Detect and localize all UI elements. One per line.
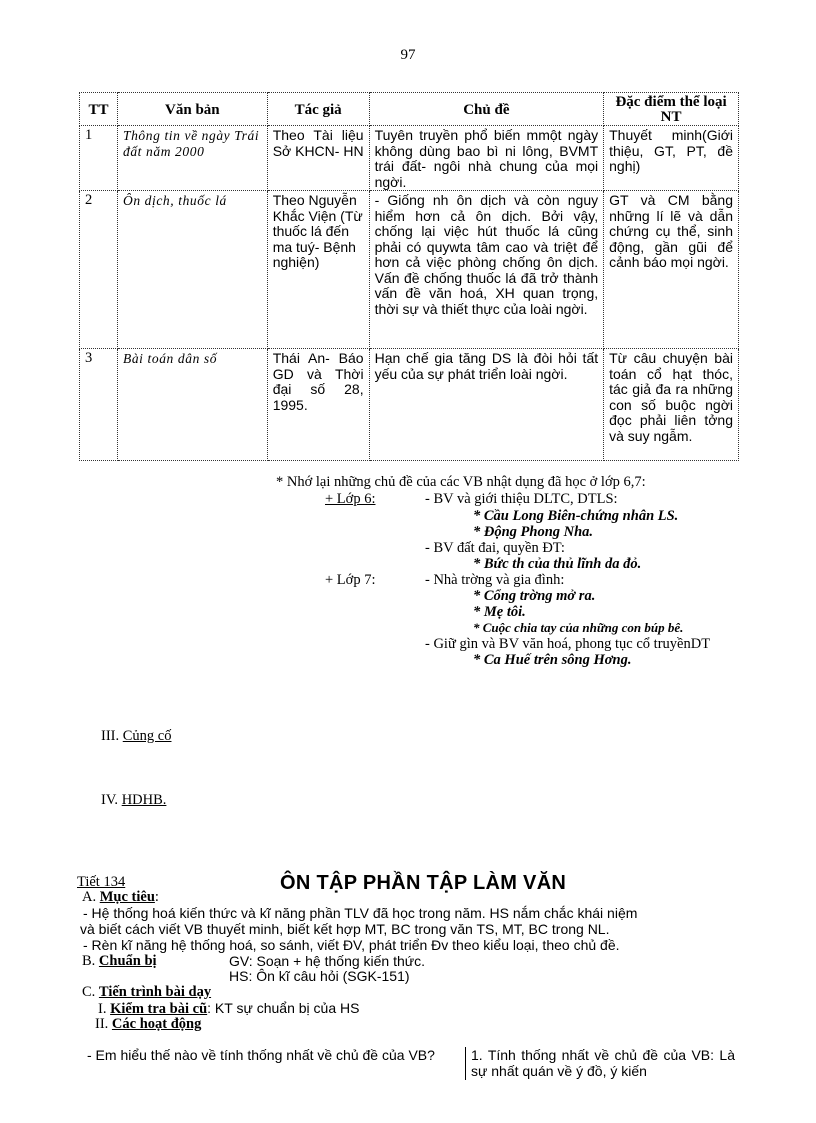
section-cung-co bbox=[101, 728, 171, 744]
row-tac-gia: Thái An- Báo GD và Thời đại số 28, 1995. bbox=[267, 349, 369, 461]
row-dac-diem: Từ câu chuyện bài toán cổ hạt thóc, tác giả đa ra những con số buộc ngời đọc phải liên tởng và suy ngẫm. bbox=[604, 349, 739, 461]
colon: : bbox=[154, 889, 159, 905]
answer-right: 1. Tính thống nhất về chủ đề của VB: Là sự nhất quán về ý đồ, ý kiến bbox=[471, 1047, 735, 1079]
row-van-ban: Bài toán dân số bbox=[117, 349, 267, 461]
subsection-kiem-tra bbox=[98, 1000, 359, 1017]
section-b-heading bbox=[82, 953, 157, 969]
question-left: - Em hiểu thế nào về tính thống nhất về chủ đề của VB? bbox=[87, 1047, 435, 1063]
section-num: I. bbox=[98, 1001, 107, 1017]
row-chu-de: Tuyên truyền phổ biến mmột ngày không dùng bao bì ni lông, BVMT trái đất- ngôi nhà chung của mọi ngời. bbox=[369, 126, 604, 191]
lop7-item: * Cổng trờng mở ra. bbox=[473, 588, 596, 604]
table-row bbox=[80, 349, 739, 461]
objective-line: - Hệ thống hoá kiến thức và kĩ năng phần TLV đã học trong năm. HS nắm chắc khái niệm bbox=[83, 905, 638, 921]
table-row bbox=[80, 191, 739, 349]
row-chu-de: Hạn chế gia tăng DS là đòi hỏi tất yếu của sự phát triển loài ngời. bbox=[369, 349, 604, 461]
section-label: Chuẩn bị bbox=[98, 953, 157, 969]
row-tt: 2 bbox=[80, 191, 118, 349]
column-divider bbox=[465, 1047, 466, 1080]
prep-hs: HS: Ôn kĩ câu hỏi (SGK-151) bbox=[229, 968, 410, 984]
table-row bbox=[80, 126, 739, 191]
lop7-item: * Cuộc chia tay của những con búp bê. bbox=[473, 620, 684, 635]
row-tac-gia: Theo Tài liệu Sở KHCN- HN bbox=[267, 126, 369, 191]
section-num: III. bbox=[101, 728, 120, 744]
lop6-item: * Bức th của thủ lĩnh da đỏ. bbox=[473, 556, 642, 572]
objective-line: - Rèn kĩ năng hệ thống hoá, so sánh, viết ĐV, phát triển Đv theo kiểu loại, theo chủ đề. bbox=[83, 937, 620, 953]
lop6-label: + Lớp 6: bbox=[325, 491, 376, 507]
row-tt: 1 bbox=[80, 126, 118, 191]
section-num: A. bbox=[82, 889, 97, 905]
summary-table bbox=[79, 92, 739, 461]
header-van-ban: Văn bản bbox=[117, 93, 267, 126]
lesson-number: Tiết 134 bbox=[77, 874, 126, 890]
lop7-topic1: - Nhà trờng và gia đình: bbox=[425, 572, 565, 588]
row-van-ban: Ôn dịch, thuốc lá bbox=[117, 191, 267, 349]
row-dac-diem: Thuyết minh(Giới thiệu, GT, PT, đề nghị) bbox=[604, 126, 739, 191]
section-num: IV. bbox=[101, 792, 119, 808]
table-header-row bbox=[80, 93, 739, 126]
row-dac-diem: GT và CM bằng những lí lẽ và dẫn chứng cụ thể, sinh động, gần gũi để cảnh báo mọi ngời. bbox=[604, 191, 739, 349]
lop6-item: * Cầu Long Biên-chứng nhân LS. bbox=[473, 508, 679, 524]
objective-line: và biết cách viết VB thuyết minh, biết kết hợp MT, BC trong văn TS, MT, BC trong NL. bbox=[80, 921, 610, 937]
header-dac-diem: Đặc điểm thể loại NT bbox=[604, 93, 739, 126]
header-tt: TT bbox=[80, 93, 118, 126]
lop7-item: * Ca Huế trên sông Hơng. bbox=[473, 652, 632, 668]
lop7-topic2: - Giữ gìn và BV văn hoá, phong tục cổ truyềnDT bbox=[425, 636, 711, 652]
recall-heading-text: * Nhớ lại những chủ đề của các VB nhật dụng đã học ở lớp 6,7: bbox=[276, 474, 646, 490]
section-label: Kiểm tra bài cũ bbox=[110, 1001, 208, 1017]
header-tac-gia: Tác giả bbox=[267, 93, 369, 126]
row-tac-gia: Theo Nguyễn Khắc Viện (Từ thuốc lá đến ma tuý- Bệnh nghiện) bbox=[267, 191, 369, 349]
section-num: B. bbox=[82, 953, 96, 969]
section-a-heading bbox=[82, 889, 159, 905]
lop6-topic2: - BV đất đai, quyền ĐT: bbox=[425, 540, 565, 556]
lesson-title: ÔN TẬP PHẦN TẬP LÀM VĂN bbox=[280, 872, 567, 894]
lop6-item: * Động Phong Nha. bbox=[473, 524, 594, 540]
section-c-heading bbox=[82, 984, 211, 1000]
section-label: Các hoạt động bbox=[111, 1016, 202, 1032]
header-chu-de: Chủ đề bbox=[369, 93, 604, 126]
page-number: 97 bbox=[400, 47, 416, 63]
lop6-topic1: - BV và giới thiệu DLTC, DTLS: bbox=[425, 491, 618, 507]
row-van-ban: Thông tin về ngày Trái đất năm 2000 bbox=[117, 126, 267, 191]
recall-heading bbox=[276, 474, 646, 490]
section-hdhb bbox=[101, 792, 166, 808]
lop7-item: * Mẹ tôi. bbox=[473, 604, 526, 620]
section-label: Mục tiêu bbox=[99, 889, 155, 905]
subsection-hoat-dong bbox=[95, 1016, 201, 1032]
section-label: Tiến trình bài dạy bbox=[98, 984, 212, 1000]
section-label: Củng cố bbox=[122, 728, 172, 744]
section-label: HDHB. bbox=[121, 792, 167, 808]
section-num: C. bbox=[82, 984, 96, 1000]
section-text: : KT sự chuẩn bị của HS bbox=[207, 1000, 360, 1016]
row-chu-de: - Giống nh ôn dịch và còn nguy hiểm hơn cả ôn dịch. Bởi vậy, chống lại việc hút thuốc lá cũng phải có quywta tâm cao và triệt để hơn cả việc phòng chống ôn dịch. Vấn đề chống thuốc lá đã trở thành vấn đề văn hoá, XH quan trọng, thời sự và thiết thực của loài ngời. bbox=[369, 191, 604, 349]
lop7-label: + Lớp 7: bbox=[325, 572, 376, 588]
row-tt: 3 bbox=[80, 349, 118, 461]
section-num: II. bbox=[95, 1016, 109, 1032]
prep-gv: GV: Soạn + hệ thống kiến thức. bbox=[229, 953, 426, 969]
